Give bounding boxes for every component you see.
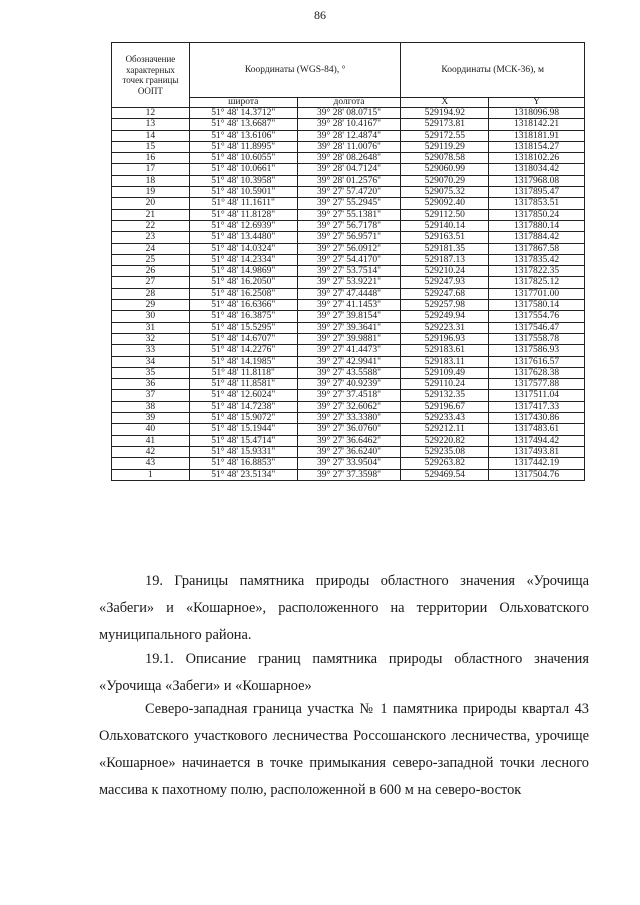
table-row <box>112 356 585 367</box>
x-cell: 529183.11 <box>401 356 489 367</box>
table-row <box>112 413 585 424</box>
header-msk: Координаты (МСК-36), м <box>401 43 585 98</box>
lat-cell: 51° 48' 15.9072" <box>189 413 297 424</box>
point-cell: 43 <box>112 458 190 469</box>
point-cell: 38 <box>112 401 190 412</box>
lon-cell: 39° 28' 08.2648" <box>297 153 401 164</box>
lon-cell: 39° 27' 39.8154" <box>297 311 401 322</box>
y-cell: 1317867.58 <box>489 243 585 254</box>
y-cell: 1317546.47 <box>489 322 585 333</box>
lon-cell: 39° 27' 47.4448" <box>297 288 401 299</box>
x-cell: 529070.29 <box>401 175 489 186</box>
x-cell: 529263.82 <box>401 458 489 469</box>
table-row <box>112 130 585 141</box>
lat-cell: 51° 48' 13.6687" <box>189 119 297 130</box>
y-cell: 1318142.21 <box>489 119 585 130</box>
y-cell: 1318154.27 <box>489 141 585 152</box>
lon-cell: 39° 27' 36.6240" <box>297 446 401 457</box>
y-cell: 1317580.14 <box>489 300 585 311</box>
paragraph-19-1: 19.1. Описание границ памятника природы областного значения «Урочища «Забеги» и «Кошарное» <box>99 651 589 694</box>
point-cell: 14 <box>112 130 190 141</box>
lon-cell: 39° 27' 33.3380" <box>297 413 401 424</box>
point-cell: 22 <box>112 220 190 231</box>
lon-cell: 39° 27' 56.9571" <box>297 232 401 243</box>
table-row <box>112 164 585 175</box>
y-cell: 1317895.47 <box>489 187 585 198</box>
point-cell: 36 <box>112 379 190 390</box>
x-cell: 529247.68 <box>401 288 489 299</box>
x-cell: 529078.58 <box>401 153 489 164</box>
y-cell: 1317853.51 <box>489 198 585 209</box>
lat-cell: 51° 48' 14.9869" <box>189 266 297 277</box>
point-cell: 39 <box>112 413 190 424</box>
point-cell: 29 <box>112 300 190 311</box>
x-cell: 529163.51 <box>401 232 489 243</box>
y-cell: 1317616.57 <box>489 356 585 367</box>
coordinates-table <box>111 42 585 481</box>
table-row <box>112 401 585 412</box>
y-cell: 1317822.35 <box>489 266 585 277</box>
point-cell: 32 <box>112 333 190 344</box>
lon-cell: 39° 27' 57.4720" <box>297 187 401 198</box>
y-cell: 1317825.12 <box>489 277 585 288</box>
lat-cell: 51° 48' 11.8128" <box>189 209 297 220</box>
table-row <box>112 243 585 254</box>
x-cell: 529183.61 <box>401 345 489 356</box>
y-cell: 1317554.76 <box>489 311 585 322</box>
lon-cell: 39° 28' 04.7124" <box>297 164 401 175</box>
point-cell: 28 <box>112 288 190 299</box>
x-cell: 529172.55 <box>401 130 489 141</box>
y-cell: 1317558.78 <box>489 333 585 344</box>
point-cell: 23 <box>112 232 190 243</box>
table-row <box>112 232 585 243</box>
point-cell: 26 <box>112 266 190 277</box>
header-y: Y <box>489 98 585 108</box>
x-cell: 529181.35 <box>401 243 489 254</box>
header-x: X <box>401 98 489 108</box>
x-cell: 529247.93 <box>401 277 489 288</box>
y-cell: 1317850.24 <box>489 209 585 220</box>
y-cell: 1317577.88 <box>489 379 585 390</box>
table-row <box>112 446 585 457</box>
y-cell: 1318181.91 <box>489 130 585 141</box>
table-row <box>112 458 585 469</box>
point-cell: 16 <box>112 153 190 164</box>
table-row <box>112 333 585 344</box>
y-cell: 1317417.33 <box>489 401 585 412</box>
point-cell: 35 <box>112 367 190 378</box>
page-number: 86 <box>314 8 326 22</box>
table-row <box>112 424 585 435</box>
table-row <box>112 254 585 265</box>
x-cell: 529140.14 <box>401 220 489 231</box>
x-cell: 529132.35 <box>401 390 489 401</box>
point-cell: 27 <box>112 277 190 288</box>
y-cell: 1317483.61 <box>489 424 585 435</box>
y-cell: 1317504.76 <box>489 469 585 480</box>
y-cell: 1317586.93 <box>489 345 585 356</box>
lon-cell: 39° 27' 40.9239" <box>297 379 401 390</box>
lat-cell: 51° 48' 13.4480" <box>189 232 297 243</box>
x-cell: 529060.99 <box>401 164 489 175</box>
x-cell: 529119.29 <box>401 141 489 152</box>
table-row <box>112 175 585 186</box>
table-row <box>112 311 585 322</box>
x-cell: 529249.94 <box>401 311 489 322</box>
lon-cell: 39° 27' 43.5588" <box>297 367 401 378</box>
table-row <box>112 220 585 231</box>
lat-cell: 51° 48' 10.3958" <box>189 175 297 186</box>
lat-cell: 51° 48' 14.2276" <box>189 345 297 356</box>
point-cell: 17 <box>112 164 190 175</box>
lat-cell: 51° 48' 14.6707" <box>189 333 297 344</box>
lat-cell: 51° 48' 15.5295" <box>189 322 297 333</box>
lon-cell: 39° 27' 33.9504" <box>297 458 401 469</box>
point-cell: 34 <box>112 356 190 367</box>
x-cell: 529233.43 <box>401 413 489 424</box>
table-row <box>112 469 585 480</box>
x-cell: 529194.92 <box>401 108 489 119</box>
y-cell: 1317430.86 <box>489 413 585 424</box>
table-row <box>112 300 585 311</box>
lon-cell: 39° 27' 37.3598" <box>297 469 401 480</box>
x-cell: 529173.81 <box>401 119 489 130</box>
point-cell: 12 <box>112 108 190 119</box>
x-cell: 529109.49 <box>401 367 489 378</box>
lon-cell: 39° 27' 36.6462" <box>297 435 401 446</box>
paragraph-19: 19. Границы памятника природы областного значения «Урочища «Забеги» и «Кошарное», расположенного на территории Ольховатского муниципального района. <box>99 573 589 643</box>
lat-cell: 51° 48' 14.3712" <box>189 108 297 119</box>
lat-cell: 51° 48' 11.1611" <box>189 198 297 209</box>
point-cell: 1 <box>112 469 190 480</box>
point-cell: 18 <box>112 175 190 186</box>
x-cell: 529092.40 <box>401 198 489 209</box>
point-cell: 41 <box>112 435 190 446</box>
point-cell: 13 <box>112 119 190 130</box>
point-cell: 30 <box>112 311 190 322</box>
lat-cell: 51° 48' 16.2508" <box>189 288 297 299</box>
lat-cell: 51° 48' 12.6024" <box>189 390 297 401</box>
lat-cell: 51° 48' 13.6106" <box>189 130 297 141</box>
table-row <box>112 119 585 130</box>
x-cell: 529112.50 <box>401 209 489 220</box>
x-cell: 529235.08 <box>401 446 489 457</box>
point-cell: 19 <box>112 187 190 198</box>
lon-cell: 39° 27' 36.0760" <box>297 424 401 435</box>
lat-cell: 51° 48' 11.8995" <box>189 141 297 152</box>
lat-cell: 51° 48' 14.7238" <box>189 401 297 412</box>
point-cell: 25 <box>112 254 190 265</box>
lon-cell: 39° 28' 12.4874" <box>297 130 401 141</box>
point-cell: 15 <box>112 141 190 152</box>
lat-cell: 51° 48' 10.6055" <box>189 153 297 164</box>
x-cell: 529257.98 <box>401 300 489 311</box>
lon-cell: 39° 28' 08.0715" <box>297 108 401 119</box>
table-row <box>112 390 585 401</box>
table-row <box>112 209 585 220</box>
point-cell: 31 <box>112 322 190 333</box>
x-cell: 529210.24 <box>401 266 489 277</box>
x-cell: 529223.31 <box>401 322 489 333</box>
table-row <box>112 345 585 356</box>
section-19-heading <box>99 568 589 649</box>
y-cell: 1317835.42 <box>489 254 585 265</box>
y-cell: 1318096.98 <box>489 108 585 119</box>
point-cell: 33 <box>112 345 190 356</box>
table-body <box>112 108 585 481</box>
lat-cell: 51° 48' 16.2050" <box>189 277 297 288</box>
lon-cell: 39° 27' 37.4518" <box>297 390 401 401</box>
lat-cell: 51° 48' 16.8853" <box>189 458 297 469</box>
y-cell: 1317884.42 <box>489 232 585 243</box>
x-cell: 529075.32 <box>401 187 489 198</box>
header-wgs: Координаты (WGS-84), ° <box>189 43 401 98</box>
x-cell: 529187.13 <box>401 254 489 265</box>
table-row <box>112 153 585 164</box>
lat-cell: 51° 48' 16.3875" <box>189 311 297 322</box>
x-cell: 529212.11 <box>401 424 489 435</box>
y-cell: 1317493.81 <box>489 446 585 457</box>
lon-cell: 39° 27' 55.2945" <box>297 198 401 209</box>
lon-cell: 39° 27' 39.3641" <box>297 322 401 333</box>
lon-cell: 39° 27' 42.9941" <box>297 356 401 367</box>
lat-cell: 51° 48' 14.1985" <box>189 356 297 367</box>
lon-cell: 39° 27' 41.1453" <box>297 300 401 311</box>
table-row <box>112 435 585 446</box>
lat-cell: 51° 48' 14.0324" <box>189 243 297 254</box>
table-row <box>112 266 585 277</box>
point-cell: 37 <box>112 390 190 401</box>
lon-cell: 39° 27' 55.1381" <box>297 209 401 220</box>
lat-cell: 51° 48' 23.5134" <box>189 469 297 480</box>
lat-cell: 51° 48' 16.6366" <box>189 300 297 311</box>
lat-cell: 51° 48' 15.9331" <box>189 446 297 457</box>
table-row <box>112 198 585 209</box>
lat-cell: 51° 48' 10.5901" <box>189 187 297 198</box>
x-cell: 529110.24 <box>401 379 489 390</box>
header-lat: широта <box>189 98 297 108</box>
lon-cell: 39° 27' 39.9881" <box>297 333 401 344</box>
lat-cell: 51° 48' 12.6939" <box>189 220 297 231</box>
y-cell: 1317511.04 <box>489 390 585 401</box>
section-19-1-heading <box>99 646 589 700</box>
y-cell: 1317494.42 <box>489 435 585 446</box>
point-cell: 21 <box>112 209 190 220</box>
paragraph-northwest: Северо-западная граница участка № 1 памятника природы квартал 43 Ольховатского участкового лесничества Россошанского лесничества, урочище «Кошарное» начинается в точке примыкания северо-западной точки лесного массива к пахотному полю, расположенной в 600 м на северо-восток <box>99 701 589 798</box>
lat-cell: 51° 48' 15.1944" <box>189 424 297 435</box>
lat-cell: 51° 48' 15.4714" <box>189 435 297 446</box>
y-cell: 1318034.42 <box>489 164 585 175</box>
header-point: Обозначение характерных точек границы ООПТ <box>112 43 190 108</box>
x-cell: 529196.93 <box>401 333 489 344</box>
lon-cell: 39° 28' 11.0076" <box>297 141 401 152</box>
lat-cell: 51° 48' 11.8581" <box>189 379 297 390</box>
point-cell: 24 <box>112 243 190 254</box>
point-cell: 40 <box>112 424 190 435</box>
table-row <box>112 288 585 299</box>
lon-cell: 39° 28' 01.2576" <box>297 175 401 186</box>
table-row <box>112 367 585 378</box>
y-cell: 1317701.00 <box>489 288 585 299</box>
lat-cell: 51° 48' 10.0661" <box>189 164 297 175</box>
lat-cell: 51° 48' 11.8118" <box>189 367 297 378</box>
y-cell: 1317880.14 <box>489 220 585 231</box>
northwest-boundary-text <box>99 696 589 804</box>
lon-cell: 39° 28' 10.4167" <box>297 119 401 130</box>
table-row <box>112 277 585 288</box>
lon-cell: 39° 27' 53.7514" <box>297 266 401 277</box>
table-row <box>112 141 585 152</box>
lon-cell: 39° 27' 54.4170" <box>297 254 401 265</box>
lon-cell: 39° 27' 56.0912" <box>297 243 401 254</box>
x-cell: 529220.82 <box>401 435 489 446</box>
point-cell: 20 <box>112 198 190 209</box>
lon-cell: 39° 27' 53.9221" <box>297 277 401 288</box>
x-cell: 529196.67 <box>401 401 489 412</box>
lon-cell: 39° 27' 32.6062" <box>297 401 401 412</box>
y-cell: 1317442.19 <box>489 458 585 469</box>
lon-cell: 39° 27' 41.4473" <box>297 345 401 356</box>
y-cell: 1317628.38 <box>489 367 585 378</box>
point-cell: 42 <box>112 446 190 457</box>
table-row <box>112 322 585 333</box>
x-cell: 529469.54 <box>401 469 489 480</box>
y-cell: 1317968.08 <box>489 175 585 186</box>
header-lon: долгота <box>297 98 401 108</box>
lon-cell: 39° 27' 56.7178" <box>297 220 401 231</box>
table-row <box>112 108 585 119</box>
table-row <box>112 379 585 390</box>
table-row <box>112 187 585 198</box>
y-cell: 1318102.26 <box>489 153 585 164</box>
lat-cell: 51° 48' 14.2334" <box>189 254 297 265</box>
